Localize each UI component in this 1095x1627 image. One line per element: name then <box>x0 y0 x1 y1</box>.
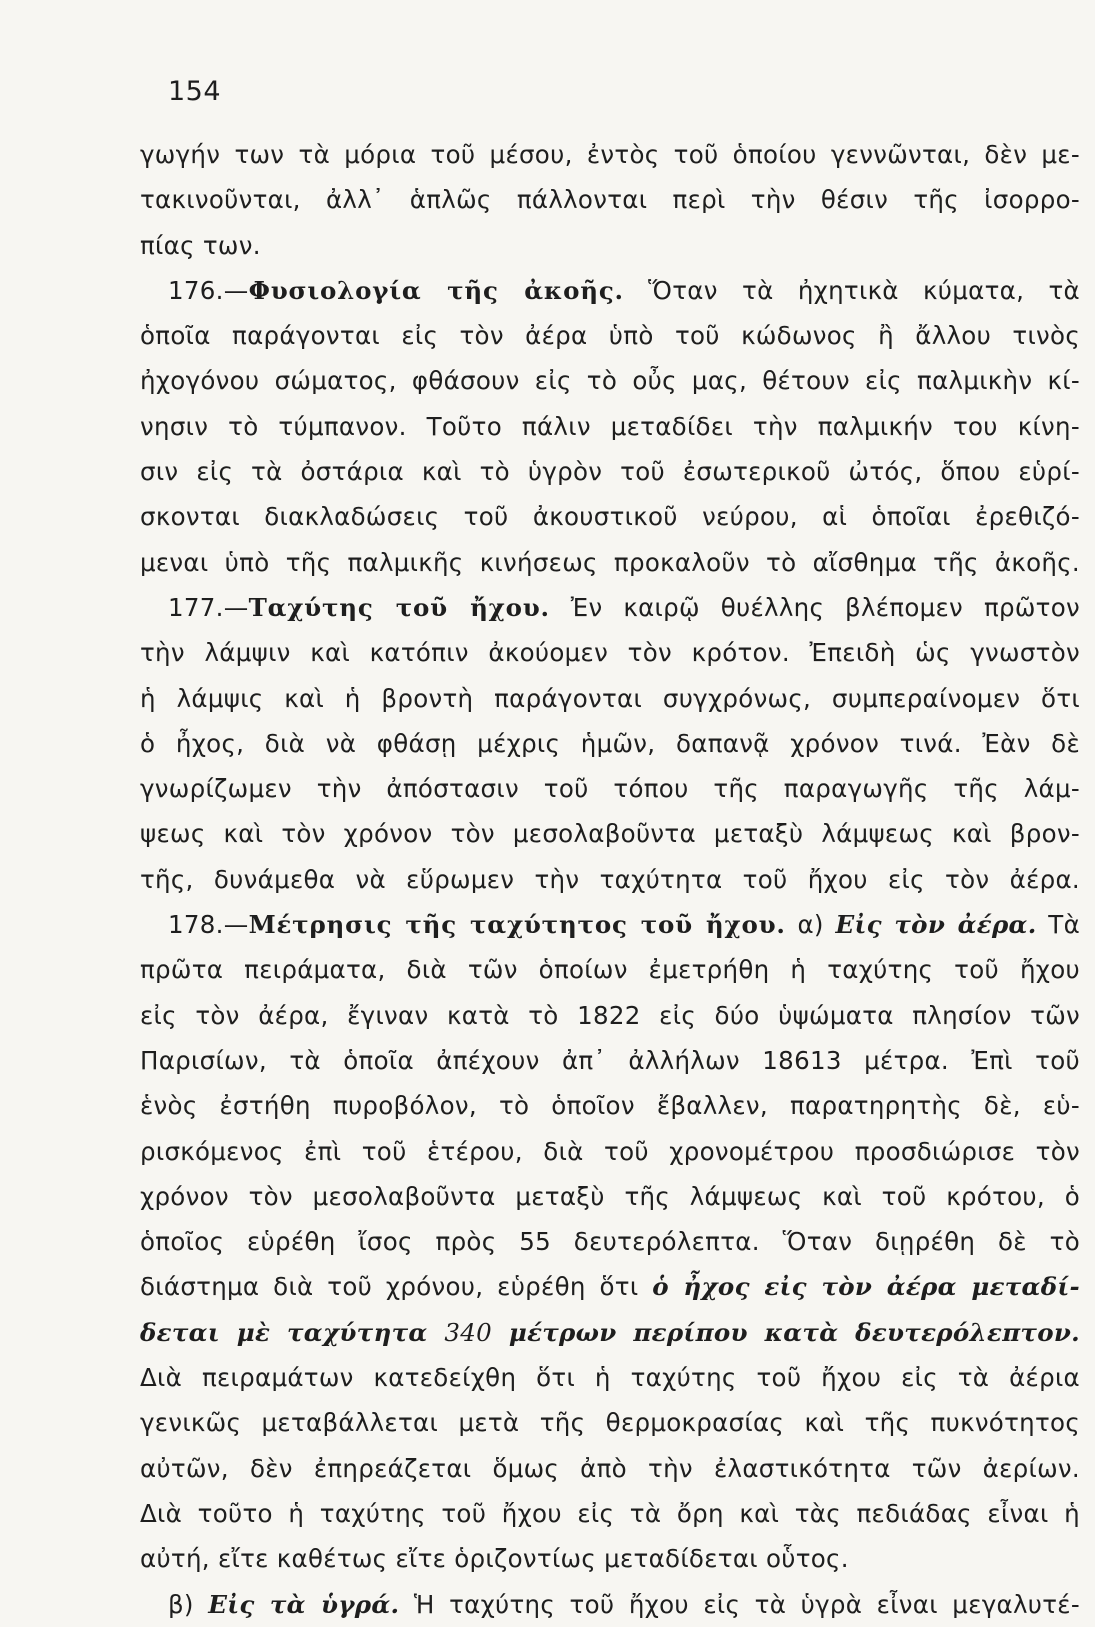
text-run: νησιν τὸ τύμπανον. Τοῦτο πάλιν μεταδίδει τὴν παλμικήν του κίνη- <box>140 411 1080 441</box>
text-run: Ἐν καιρῷ θυέλλης βλέπομεν πρῶτον <box>549 592 1080 622</box>
text-line <box>140 358 1080 403</box>
text-line <box>140 857 1080 902</box>
text-line <box>140 1174 1080 1219</box>
text-run: Τὰ <box>1036 910 1081 940</box>
text-run: μεναι ὑπὸ τῆς παλμικῆς κινήσεως προκαλοῦν τὸ αἴσθημα τῆς ἀκοῆς. <box>140 547 1080 577</box>
text-run: ὁποῖος εὑρέθη ἴσος πρὸς 55 δευτερόλεπτα. Ὅταν διῃρέθη δὲ τὸ <box>140 1227 1080 1257</box>
text-run: 177.— <box>168 592 249 622</box>
emphasis-text: δεται μὲ ταχύτητα <box>140 1317 445 1347</box>
text-run: σκονται διακλαδώσεις τοῦ ἀκουστικοῦ νεύρου, αἱ ὁποῖαι ἐρεθιζό- <box>140 502 1080 532</box>
emphasis-text: Εἰς τὰ ὑγρά. <box>208 1589 400 1619</box>
text-line <box>140 1264 1080 1309</box>
text-run: αὐτή, εἴτε καθέτως εἴτε ὁριζοντίως μεταδίδεται οὗτος. <box>140 1544 849 1574</box>
section-heading: Φυσιολογία τῆς ἀκοῆς. <box>248 275 624 305</box>
text-line <box>140 676 1080 721</box>
text-line <box>140 721 1080 766</box>
emphasis-text: ὁ ἦχος εἰς τὸν ἀέρα μεταδί- <box>652 1272 1080 1302</box>
text-line <box>140 540 1080 585</box>
text-run: Παρισίων, τὰ ὁποῖα ἀπέχουν ἀπ᾽ ἀλλήλων 18613 μέτρα. Ἐπὶ τοῦ <box>140 1045 1080 1075</box>
text-run: Διὰ τοῦτο ἡ ταχύτης τοῦ ἤχου εἰς τὰ ὄρη καὶ τὰς πεδιάδας εἶναι ἡ <box>140 1498 1080 1528</box>
text-run: ψεως καὶ τὸν χρόνον τὸν μεσολαβοῦντα μεταξὺ λάμψεως καὶ βρον- <box>140 819 1080 849</box>
section-heading: Ταχύτης τοῦ ἤχου. <box>248 592 550 622</box>
text-line <box>140 585 1080 630</box>
text-run: Διὰ πειραμάτων κατεδείχθη ὅτι ἡ ταχύτης τοῦ ἤχου εἰς τὰ ἀέρια <box>140 1363 1080 1393</box>
text-line <box>140 1310 1080 1355</box>
text-line <box>140 1083 1080 1128</box>
text-line <box>140 1491 1080 1536</box>
text-line <box>140 766 1080 811</box>
text-line <box>140 1400 1080 1445</box>
text-run: εἰς τὸν ἀέρα, ἔγιναν κατὰ τὸ 1822 εἰς δύο ὑψώματα πλησίον τῶν <box>140 1000 1080 1030</box>
text-run: 178.— <box>168 910 249 940</box>
section-heading: Μέτρησις τῆς ταχύτητος τοῦ ἤχου. <box>248 910 786 940</box>
text-line <box>140 947 1080 992</box>
text-run: τὴν λάμψιν καὶ κατόπιν ἀκούομεν τὸν κρότον. Ἐπειδὴ ὡς γνωστὸν <box>140 638 1080 668</box>
text-run: ὁ ἦχος, διὰ νὰ φθάσῃ μέχρις ἡμῶν, δαπανᾷ χρόνον τινά. Ἐὰν δὲ <box>140 728 1080 758</box>
emphasis-text: μέτρων περίπου κατὰ δευτερόλεπτον. <box>492 1317 1080 1347</box>
text-run: πρῶτα πειράματα, διὰ τῶν ὁποίων ἐμετρήθη ἡ ταχύτης τοῦ ἤχου <box>140 955 1080 985</box>
body-text <box>140 132 1080 1627</box>
page-number: 154 <box>168 76 222 107</box>
text-line <box>140 177 1080 222</box>
text-run: ἡ λάμψις καὶ ἡ βροντὴ παράγονται συγχρόνως, συμπεραίνομεν ὅτι <box>140 683 1080 713</box>
text-line <box>140 449 1080 494</box>
text-run: σιν εἰς τὰ ὀστάρια καὶ τὸ ὑγρὸν τοῦ ἐσωτερικοῦ ὠτός, ὅπου εὑρί- <box>140 457 1080 487</box>
text-run: γωγήν των τὰ μόρια τοῦ μέσου, ἐντὸς τοῦ ὁποίου γεννῶνται, δὲν με- <box>140 140 1080 169</box>
text-run: Ὅταν τὰ ἠχητικὰ κύματα, τὰ <box>623 275 1080 305</box>
text-line <box>140 1582 1080 1627</box>
text-run: χρόνον τὸν μεσολαβοῦντα μεταξὺ τῆς λάμψεως καὶ τοῦ κρότου, ὁ <box>140 1181 1080 1211</box>
text-run: γνωρίζωμεν τὴν ἀπόστασιν τοῦ τόπου τῆς παραγωγῆς τῆς λάμ- <box>140 774 1080 804</box>
text-run: διάστημα διὰ τοῦ χρόνου, εὑρέθη ὅτι <box>140 1272 653 1302</box>
emphasis-text: Εἰς τὸν ἀέρα. <box>835 910 1037 940</box>
text-run: ἑνὸς ἐστήθη πυροβόλον, τὸ ὁποῖον ἔβαλλεν, παρατηρητὴς δὲ, εὑ- <box>140 1091 1080 1121</box>
text-run: α) <box>785 910 836 940</box>
text-line <box>140 268 1080 313</box>
text-line <box>140 1219 1080 1264</box>
text-line <box>140 404 1080 449</box>
text-run: γενικῶς μεταβάλλεται μετὰ τῆς θερμοκρασίας καὶ τῆς πυκνότητος <box>140 1408 1080 1438</box>
text-line <box>140 313 1080 358</box>
text-run: ρισκόμενος ἐπὶ τοῦ ἑτέρου, διὰ τοῦ χρονομέτρου προσδιώρισε τὸν <box>140 1136 1080 1166</box>
text-run: αὐτῶν, δὲν ἐπηρεάζεται ὅμως ἀπὸ τὴν ἐλαστικότητα τῶν ἀερίων. <box>140 1453 1080 1483</box>
text-run: τακινοῦνται, ἀλλ᾽ ἁπλῶς πάλλονται περὶ τὴν θέσιν τῆς ἰσορρο- <box>140 185 1080 215</box>
text-line <box>140 993 1080 1038</box>
text-line <box>140 902 1080 947</box>
text-run: 176.— <box>168 275 249 305</box>
text-run: πίας των. <box>140 230 261 260</box>
text-run: β) <box>168 1589 209 1619</box>
text-line <box>140 1446 1080 1491</box>
text-line <box>140 1536 1080 1581</box>
text-line <box>140 1355 1080 1400</box>
text-line <box>140 494 1080 539</box>
text-line <box>140 1038 1080 1083</box>
text-run: ὁποῖα παράγονται εἰς τὸν ἀέρα ὑπὸ τοῦ κώδωνος ἢ ἄλλου τινὸς <box>140 321 1080 351</box>
text-line <box>140 223 1080 268</box>
text-run: ἠχογόνου σώματος, φθάσουν εἰς τὸ οὖς μας, θέτουν εἰς παλμικὴν κί- <box>140 366 1080 396</box>
text-line <box>140 1129 1080 1174</box>
emphasis-text: 340 <box>444 1317 493 1347</box>
text-run: Ἡ ταχύτης τοῦ ἤχου εἰς τὰ ὑγρὰ εἶναι μεγαλυτέ- <box>399 1589 1080 1619</box>
text-line <box>140 630 1080 675</box>
text-run: τῆς, δυνάμεθα νὰ εὕρωμεν τὴν ταχύτητα τοῦ ἤχου εἰς τὸν ἀέρα. <box>140 864 1080 894</box>
text-line <box>140 132 1080 177</box>
text-line <box>140 811 1080 856</box>
